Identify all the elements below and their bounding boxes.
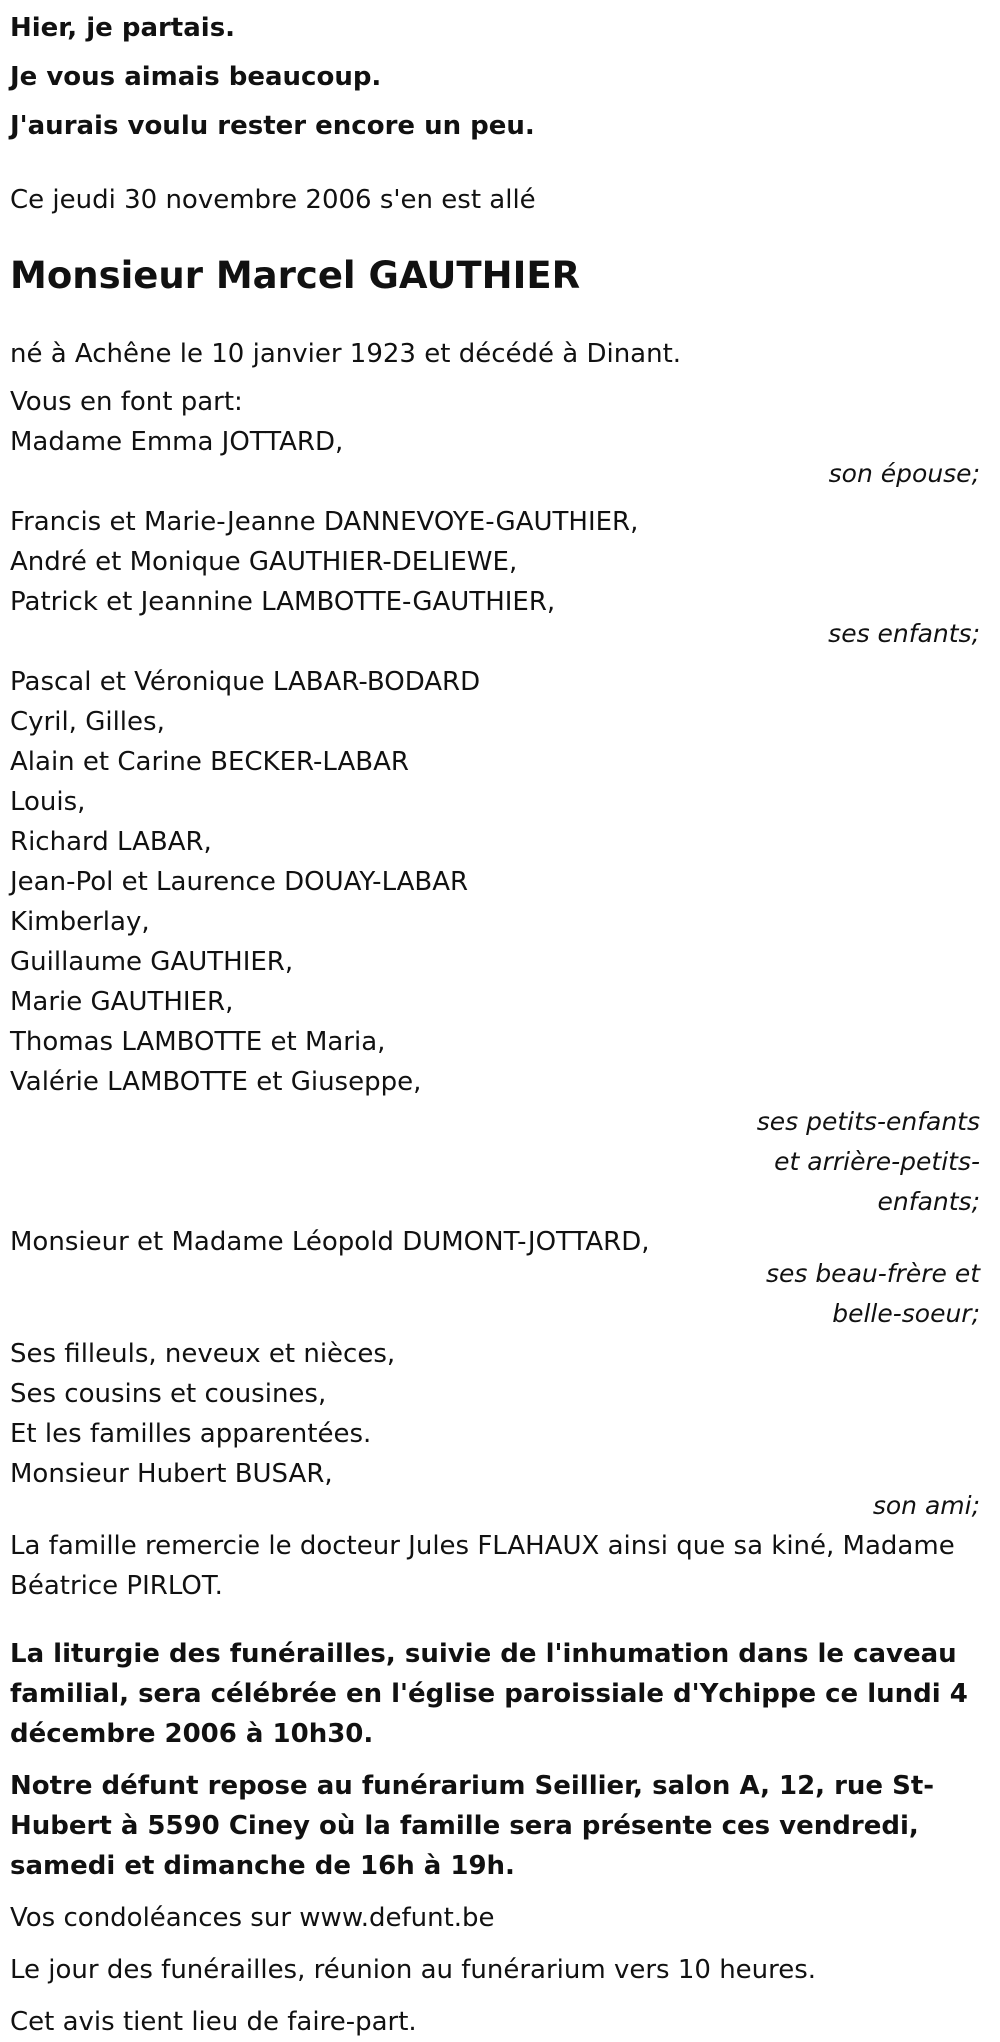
condolences-text: Vos condoléances sur www.defunt.be	[10, 1903, 495, 1933]
grandchild-name: Cyril, Gilles,	[10, 707, 165, 737]
other-relatives: Et les familles apparentées.	[10, 1419, 372, 1449]
funerarium-text: Notre défunt repose au funérarium Seillier, salon A, 12, rue St-Hubert à 5590 Ciney où la famille sera présente ces vendredi, samedi et dimanche de 16h à 19h.	[10, 1771, 935, 1881]
grandchild-name: Kimberlay,	[10, 907, 150, 937]
grandchildren-section	[10, 662, 990, 1222]
child-name: Francis et Marie-Jeanne DANNEVOYE-GAUTHIER,	[10, 507, 639, 537]
deceased-name: Monsieur Marcel GAUTHIER	[10, 254, 581, 297]
spouse-section	[10, 422, 990, 494]
grandchildren-role: ses petits-enfants	[756, 1107, 980, 1136]
grandchild-name: Richard LABAR,	[10, 827, 212, 857]
inlaws-section	[10, 1222, 990, 1334]
others-section	[10, 1334, 990, 1526]
inlaws-name: Monsieur et Madame Léopold DUMONT-JOTTARD,	[10, 1227, 650, 1257]
inlaws-role: belle-soeur;	[832, 1299, 980, 1328]
grandchildren-role: enfants;	[877, 1187, 980, 1216]
spouse-name: Madame Emma JOTTARD,	[10, 427, 344, 457]
closing-text: Cet avis tient lieu de faire-part.	[10, 2007, 417, 2037]
grandchild-name: Valérie LAMBOTTE et Giuseppe,	[10, 1067, 422, 1097]
thanks-text: La famille remercie le docteur Jules FLAHAUX ainsi que sa kiné, Madame Béatrice PIRLOT.	[10, 1531, 955, 1601]
children-section	[10, 502, 990, 654]
grandchild-name: Jean-Pol et Laurence DOUAY-LABAR	[10, 867, 469, 897]
meeting-text: Le jour des funérailles, réunion au funérarium vers 10 heures.	[10, 1955, 817, 1985]
announce-text: Vous en font part:	[10, 387, 243, 417]
funeral-text: La liturgie des funérailles, suivie de l'inhumation dans le caveau familial, sera célébrée en l'église paroissiale d'Ychippe ce lundi 4 décembre 2006 à 10h30.	[10, 1639, 968, 1749]
poem-line: J'aurais voulu rester encore un peu.	[10, 111, 535, 141]
friend-role: son ami;	[872, 1491, 980, 1520]
child-name: Patrick et Jeannine LAMBOTTE-GAUTHIER,	[10, 587, 556, 617]
other-relatives: Ses filleuls, neveux et nièces,	[10, 1339, 396, 1369]
intro-text: Ce jeudi 30 novembre 2006 s'en est allé	[10, 185, 536, 215]
poem-line: Je vous aimais beaucoup.	[10, 62, 382, 92]
birth-death-text: né à Achêne le 10 janvier 1923 et décédé à Dinant.	[10, 339, 682, 369]
poem	[10, 4, 990, 151]
poem-line: Hier, je partais.	[10, 13, 236, 43]
other-relatives: Ses cousins et cousines,	[10, 1379, 327, 1409]
grandchild-name: Pascal et Véronique LABAR-BODARD	[10, 667, 481, 697]
obituary-notice	[0, 4, 1000, 2037]
grandchild-name: Louis,	[10, 787, 86, 817]
grandchild-name: Thomas LAMBOTTE et Maria,	[10, 1027, 386, 1057]
grandchild-name: Marie GAUTHIER,	[10, 987, 234, 1017]
inlaws-role: ses beau-frère et	[765, 1259, 980, 1288]
grandchild-name: Guillaume GAUTHIER,	[10, 947, 294, 977]
grandchildren-role: et arrière-petits-	[774, 1147, 980, 1176]
friend-name: Monsieur Hubert BUSAR,	[10, 1459, 333, 1489]
child-name: André et Monique GAUTHIER-DELIEWE,	[10, 547, 518, 577]
spouse-role: son épouse;	[828, 459, 980, 488]
grandchild-name: Alain et Carine BECKER-LABAR	[10, 747, 409, 777]
children-role: ses enfants;	[828, 619, 980, 648]
